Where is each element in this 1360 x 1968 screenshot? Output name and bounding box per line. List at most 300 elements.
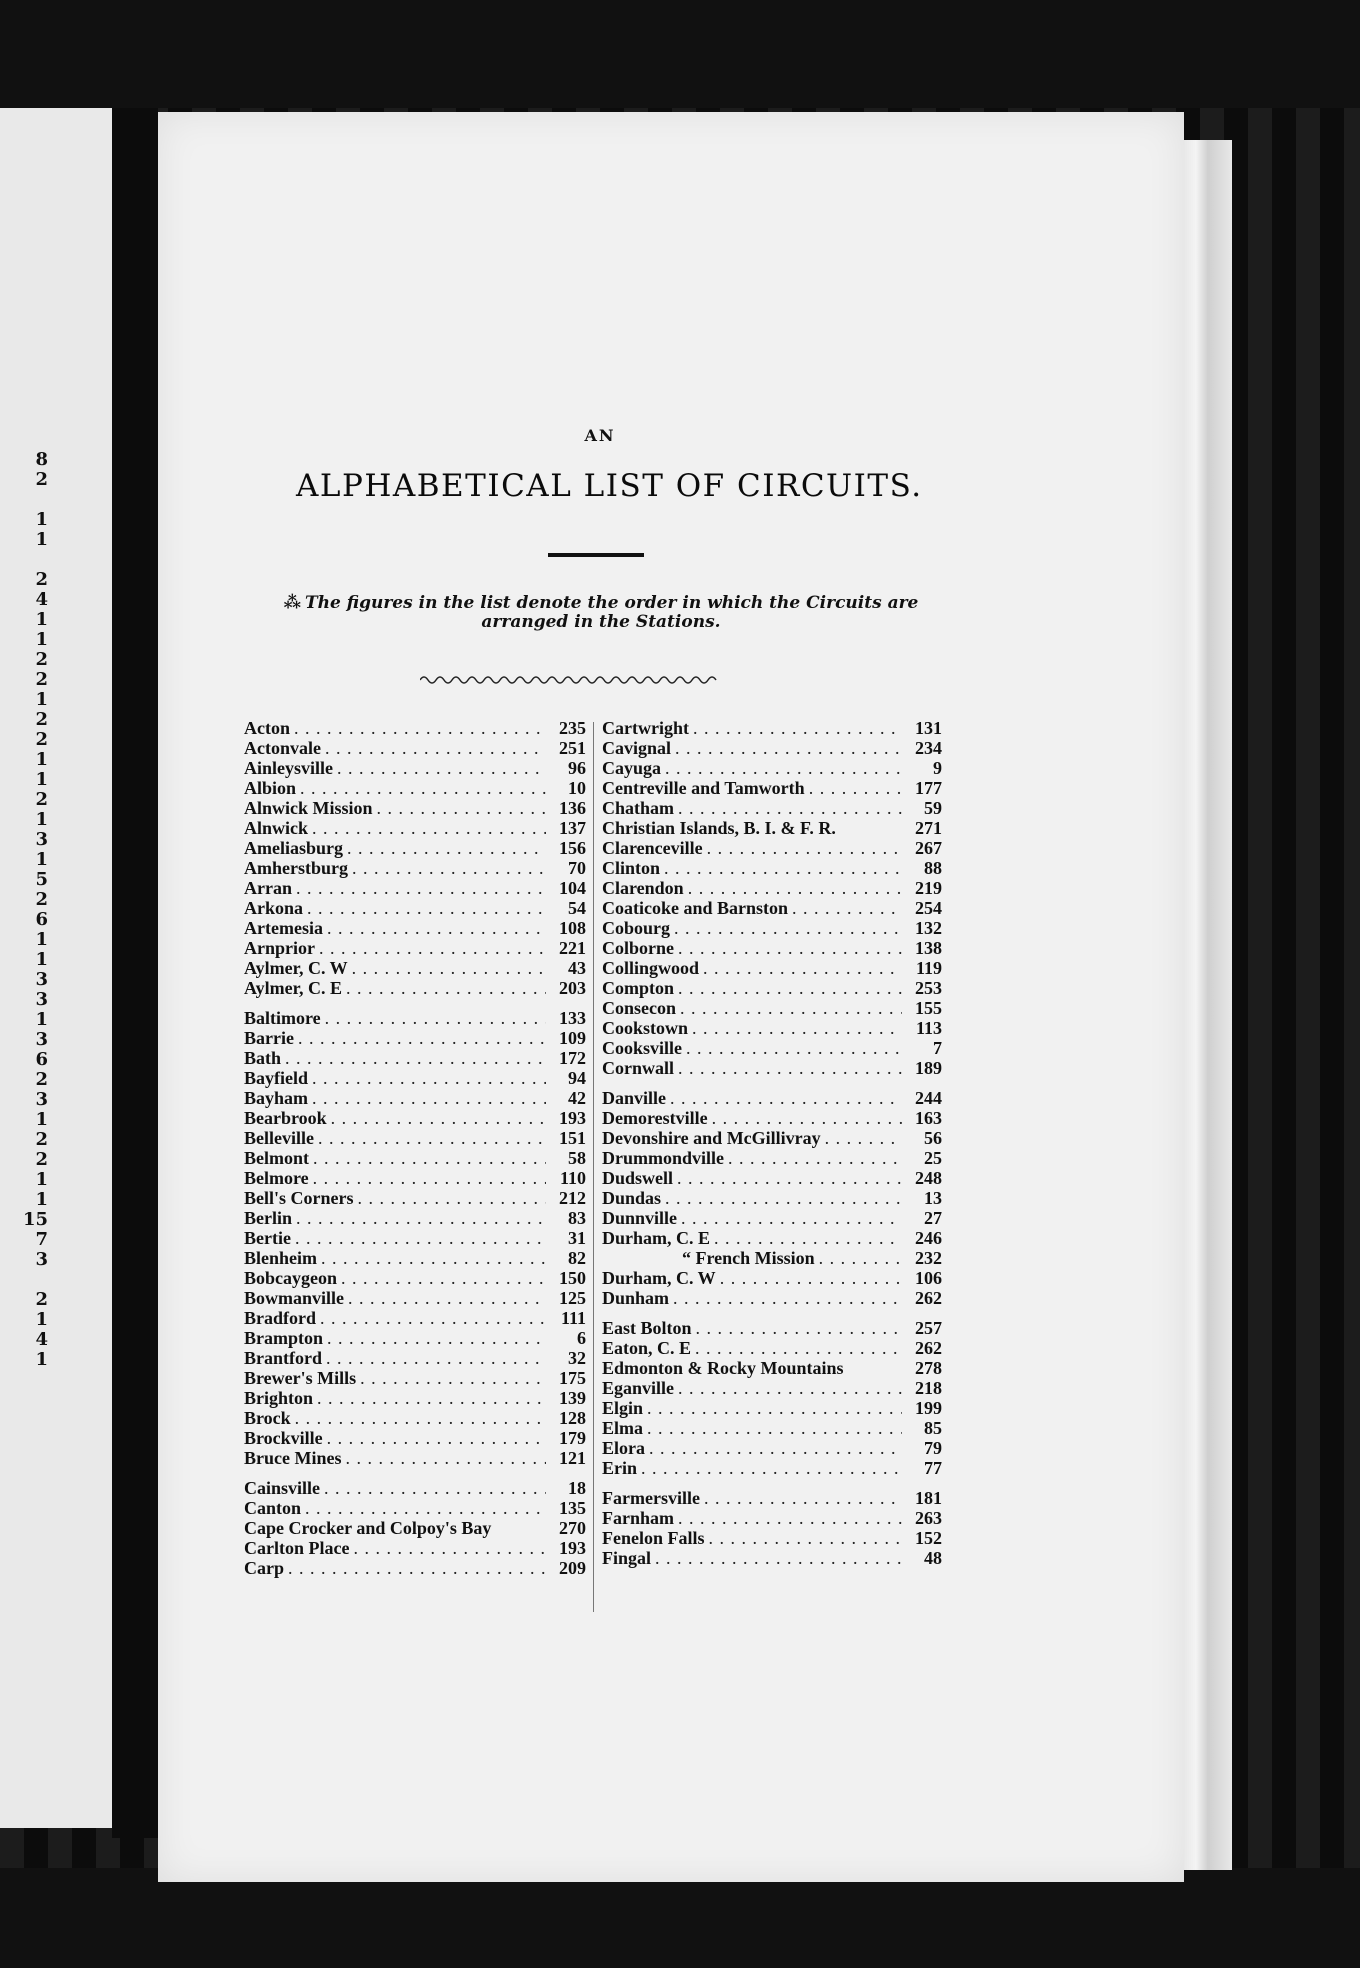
circuit-entry: [244, 1068, 586, 1088]
previous-page-number: [0, 850, 60, 870]
circuit-number: 209: [559, 1558, 586, 1578]
previous-page-number: [0, 1090, 60, 1110]
circuit-entry: [244, 898, 586, 918]
circuit-number: 163: [915, 1108, 942, 1128]
circuit-number: 85: [924, 1418, 942, 1438]
circuit-number: 257: [915, 1318, 942, 1338]
circuit-entry: [602, 798, 942, 818]
circuit-name: Colborne: [602, 938, 674, 958]
previous-page-number-value: 2: [35, 1289, 48, 1310]
circuit-name: Farmersville: [602, 1488, 700, 1508]
previous-page-number: [0, 570, 60, 590]
circuit-entry: [244, 1498, 586, 1518]
circuit-number: 59: [924, 798, 942, 818]
circuit-number: 267: [915, 838, 942, 858]
circuit-name: Eganville: [602, 1378, 675, 1398]
circuit-name: Artemesia: [244, 918, 323, 938]
circuit-name: Fenelon Falls: [602, 1528, 705, 1548]
circuit-name: Brighton: [244, 1388, 314, 1408]
previous-page-number: [0, 510, 60, 530]
circuit-number: 79: [924, 1438, 942, 1458]
circuit-name: Cartwright: [602, 718, 689, 738]
circuit-entry: [244, 1128, 586, 1148]
circuit-number: 106: [915, 1268, 942, 1288]
previous-page-number: [0, 1170, 60, 1190]
circuit-name: Cobourg: [602, 918, 671, 938]
previous-page-number: [0, 490, 60, 510]
circuit-name: Bayfield: [244, 1068, 309, 1088]
dot-leader: [346, 978, 546, 998]
circuit-number: 151: [559, 1128, 586, 1148]
circuit-entry: [602, 1268, 942, 1288]
circuit-name: Brampton: [244, 1328, 324, 1348]
previous-page-number-value: 1: [35, 849, 48, 870]
circuit-number: 70: [568, 858, 586, 878]
dot-leader: [352, 958, 546, 978]
circuit-entry: [602, 1018, 942, 1038]
dot-leader: [678, 798, 902, 818]
dot-leader: [688, 878, 902, 898]
dot-leader: [327, 1328, 546, 1348]
previous-page-number: [0, 1270, 60, 1290]
circuit-name: Cooksville: [602, 1038, 683, 1058]
circuit-entry: [602, 838, 942, 858]
previous-page-number-value: 1: [35, 1009, 48, 1030]
dot-leader: [664, 858, 902, 878]
previous-page-number-value: 1: [35, 949, 48, 970]
circuit-entry: [244, 1188, 586, 1208]
circuit-entry: [244, 1088, 586, 1108]
dot-leader: [347, 838, 546, 858]
circuit-name: Clarenceville: [602, 838, 703, 858]
circuit-name: Cainsville: [244, 1478, 321, 1498]
circuit-name: Brockville: [244, 1428, 323, 1448]
previous-page-number-value: 2: [35, 1069, 48, 1090]
circuit-entry: [602, 718, 942, 738]
dot-leader: [703, 958, 902, 978]
circuit-entry: [602, 878, 942, 898]
page-title: ALPHABETICAL LIST OF CIRCUITS.: [296, 468, 923, 504]
circuit-number: 189: [915, 1058, 942, 1078]
dot-leader: [298, 1028, 546, 1048]
previous-page-number: [0, 1230, 60, 1250]
dot-leader: [673, 1288, 902, 1308]
circuit-number: 54: [568, 898, 586, 918]
previous-page-number: [0, 1310, 60, 1330]
dot-leader: [678, 1378, 902, 1398]
dot-leader: [320, 1308, 546, 1328]
circuit-name: Arnprior: [244, 938, 315, 958]
dot-leader: [360, 1368, 546, 1388]
circuit-name: Collingwood: [602, 958, 700, 978]
circuit-entry: [244, 1518, 586, 1538]
previous-page-number-value: 2: [35, 669, 48, 690]
dot-leader: [647, 1418, 902, 1438]
circuit-name: Farnham: [602, 1508, 674, 1528]
circuit-name: Carlton Place: [244, 1538, 350, 1558]
previous-page-number: [0, 670, 60, 690]
circuit-entry: [602, 1528, 942, 1548]
circuit-number: 199: [915, 1398, 942, 1418]
dot-leader: [341, 1268, 546, 1288]
circuit-number: 177: [915, 778, 942, 798]
previous-page-number: [0, 1130, 60, 1150]
circuit-entry: [602, 1088, 942, 1108]
previous-page-number: [0, 910, 60, 930]
circuit-number: 9: [933, 758, 942, 778]
previous-page-number-value: 1: [35, 749, 48, 770]
circuit-name: Centreville and Tamworth: [602, 778, 805, 798]
circuit-entry: [602, 958, 942, 978]
circuit-number: 6: [577, 1328, 586, 1348]
circuit-number: 203: [559, 978, 586, 998]
circuit-entry: [244, 1428, 586, 1448]
circuit-number: 271: [915, 818, 942, 838]
dot-leader: [326, 1348, 546, 1368]
previous-page-number-value: 1: [35, 929, 48, 950]
circuit-entry: [244, 1388, 586, 1408]
previous-page-number: [0, 1030, 60, 1050]
circuit-number: 108: [559, 918, 586, 938]
circuit-number: 113: [915, 1018, 942, 1038]
circuit-name: Belmont: [244, 1148, 309, 1168]
circuit-name: Ainleysville: [244, 758, 333, 778]
dot-leader: [321, 1248, 546, 1268]
dot-leader: [358, 1188, 547, 1208]
circuit-entry: [602, 1458, 942, 1478]
previous-page-number: [0, 1290, 60, 1310]
section-gap: [244, 998, 586, 1008]
previous-page-number-value: 1: [35, 1109, 48, 1130]
previous-page-number: [0, 990, 60, 1010]
film-bottom-strip: [0, 1868, 1360, 1968]
circuit-name: Cookstown: [602, 1018, 689, 1038]
dot-leader: [377, 798, 546, 818]
previous-page-number-column: [0, 450, 60, 1370]
previous-page-number: [0, 1010, 60, 1030]
circuit-number: 137: [559, 818, 586, 838]
dot-leader: [678, 1058, 902, 1078]
previous-page-number-value: 3: [35, 1029, 48, 1050]
dot-leader: [307, 898, 546, 918]
dot-leader: [825, 1128, 902, 1148]
previous-page-number: [0, 1070, 60, 1090]
previous-page-number: [0, 450, 60, 470]
previous-page-number-value: 2: [35, 709, 48, 730]
circuit-entry: [602, 1508, 942, 1528]
previous-page-number: [0, 530, 60, 550]
dot-leader: [712, 1108, 902, 1128]
circuit-name: Bruce Mines: [244, 1448, 342, 1468]
circuit-entry: [244, 1048, 586, 1068]
circuit-number: 43: [568, 958, 586, 978]
dot-leader: [696, 1318, 902, 1338]
circuit-entry: [602, 778, 942, 798]
circuit-name: Consecon: [602, 998, 677, 1018]
circuit-number: 139: [559, 1388, 586, 1408]
circuit-entry: [602, 1148, 942, 1168]
dot-leader: [649, 1438, 902, 1458]
circuit-name: Elgin: [602, 1398, 644, 1418]
circuit-entry: [602, 1398, 942, 1418]
circuit-entry: [602, 1488, 942, 1508]
dot-leader: [680, 998, 902, 1018]
circuit-name: Compton: [602, 978, 675, 998]
dot-leader: [313, 1148, 546, 1168]
decorative-squiggle-rule: [420, 672, 720, 688]
circuit-entry: [244, 1308, 586, 1328]
circuit-entry: [602, 758, 942, 778]
heading-an: AN: [584, 426, 616, 445]
circuit-number: 254: [915, 898, 942, 918]
circuit-name: East Bolton: [602, 1318, 692, 1338]
previous-page-number: [0, 870, 60, 890]
dot-leader: [305, 1498, 546, 1518]
previous-page-number-value: 7: [35, 1229, 48, 1250]
circuit-name: Bertie: [244, 1228, 291, 1248]
circuit-name: Ameliasburg: [244, 838, 343, 858]
previous-page-number-value: 6: [35, 909, 48, 930]
circuit-name: Bath: [244, 1048, 282, 1068]
circuit-entry: [244, 718, 586, 738]
circuit-name: Clinton: [602, 858, 661, 878]
circuit-number: 221: [559, 938, 586, 958]
asterism-icon: ⁂: [283, 593, 299, 613]
dot-leader: [300, 778, 546, 798]
previous-page-number-value: 1: [35, 509, 48, 530]
circuit-entry: [602, 898, 942, 918]
circuit-number: 27: [924, 1208, 942, 1228]
previous-page-number: [0, 650, 60, 670]
circuit-entry: [602, 1128, 942, 1148]
circuit-entry: [602, 978, 942, 998]
circuit-entry: [602, 1438, 942, 1458]
dot-leader: [295, 1228, 546, 1248]
dot-leader: [337, 758, 546, 778]
circuit-number: 218: [915, 1378, 942, 1398]
circuit-name: Belmore: [244, 1168, 309, 1188]
previous-page-number: [0, 1110, 60, 1130]
dot-leader: [319, 938, 546, 958]
circuit-entry: [602, 1108, 942, 1128]
circuit-entry: [244, 818, 586, 838]
circuit-entry: [244, 758, 586, 778]
circuit-number: 138: [915, 938, 942, 958]
circuit-entry: [602, 1288, 942, 1308]
previous-page-number: [0, 1330, 60, 1350]
circuit-entry: [602, 858, 942, 878]
dot-leader: [681, 1208, 902, 1228]
circuit-number: 175: [559, 1368, 586, 1388]
dot-leader: [686, 1038, 902, 1058]
circuit-number: 232: [915, 1248, 942, 1268]
dot-leader: [678, 1508, 902, 1528]
previous-page-number: [0, 790, 60, 810]
circuit-name: Baltimore: [244, 1008, 321, 1028]
circuit-number: 235: [559, 718, 586, 738]
circuit-name: Durham, C. W: [602, 1268, 716, 1288]
circuit-number: 251: [559, 738, 586, 758]
circuit-name: Erin: [602, 1458, 638, 1478]
circuit-name: Dudswell: [602, 1168, 674, 1188]
dot-leader: [353, 1538, 546, 1558]
circuit-name: Coaticoke and Barnston: [602, 898, 789, 918]
previous-page-number-value: 2: [35, 649, 48, 670]
circuit-name: Fingal: [602, 1548, 652, 1568]
circuit-name: Arkona: [244, 898, 304, 918]
dot-leader: [670, 1088, 902, 1108]
circuit-number: 193: [559, 1108, 586, 1128]
dot-leader: [318, 1128, 546, 1148]
circuit-name: Albion: [244, 778, 297, 798]
circuit-number: 212: [559, 1188, 586, 1208]
circuit-name: Dunnville: [602, 1208, 678, 1228]
note-text: The figures in the list denote the order in which the Circuits are arranged in the Stations.: [305, 593, 919, 632]
previous-page-number: [0, 590, 60, 610]
previous-page-number-value: 1: [35, 629, 48, 650]
dot-leader: [693, 718, 902, 738]
circuit-number: 7: [933, 1038, 942, 1058]
circuit-entry: [602, 1168, 942, 1188]
circuit-number: 121: [559, 1448, 586, 1468]
circuit-name: “ French Mission: [682, 1248, 815, 1268]
previous-page-number: [0, 970, 60, 990]
circuit-number: 179: [559, 1428, 586, 1448]
circuit-name: Elora: [602, 1438, 645, 1458]
circuit-number: 25: [924, 1148, 942, 1168]
circuit-number: 31: [568, 1228, 586, 1248]
dot-leader: [709, 1528, 903, 1548]
previous-page-number-value: 2: [35, 889, 48, 910]
circuit-number: 244: [915, 1088, 942, 1108]
circuit-number: 263: [915, 1508, 942, 1528]
circuit-entry: [244, 858, 586, 878]
circuit-entry: [244, 1288, 586, 1308]
dot-leader: [331, 1108, 546, 1128]
circuit-entry: [244, 1558, 586, 1578]
dot-leader: [296, 878, 546, 898]
circuit-name: Bearbrook: [244, 1108, 327, 1128]
previous-page-number-value: 1: [35, 1349, 48, 1370]
dot-leader: [285, 1048, 546, 1068]
previous-page-number: [0, 1350, 60, 1370]
circuit-number: 125: [559, 1288, 586, 1308]
circuit-entry: [602, 1188, 942, 1208]
circuit-number: 219: [915, 878, 942, 898]
dot-leader: [312, 1068, 546, 1088]
previous-page-number: [0, 830, 60, 850]
circuit-number: 156: [559, 838, 586, 858]
dot-leader: [720, 1268, 902, 1288]
circuit-name: Aylmer, C. W: [244, 958, 348, 978]
previous-page-number-value: 3: [35, 969, 48, 990]
circuit-name: Brewer's Mills: [244, 1368, 357, 1388]
circuit-number: 83: [568, 1208, 586, 1228]
circuit-number: 150: [559, 1268, 586, 1288]
previous-page-number-value: 1: [35, 689, 48, 710]
previous-page-number: [0, 750, 60, 770]
circuit-entry: [602, 918, 942, 938]
previous-page-number: [0, 810, 60, 830]
circuit-name: Bayham: [244, 1088, 309, 1108]
circuit-entry: [244, 1538, 586, 1558]
dot-leader: [312, 1088, 546, 1108]
circuit-entry: [602, 1228, 942, 1248]
dot-leader: [312, 818, 546, 838]
circuit-number: 278: [915, 1358, 942, 1378]
circuit-number: 96: [568, 758, 586, 778]
circuit-number: 42: [568, 1088, 586, 1108]
circuit-name: Eaton, C. E: [602, 1338, 692, 1358]
circuit-entry: [244, 838, 586, 858]
dot-leader: [325, 1008, 546, 1028]
circuit-entry: [244, 738, 586, 758]
dot-leader: [674, 918, 902, 938]
circuit-name: Amherstburg: [244, 858, 348, 878]
circuit-name: Cape Crocker and Colpoy's Bay: [244, 1518, 492, 1538]
section-gap: [244, 1468, 586, 1478]
previous-page-number: [0, 1190, 60, 1210]
circuit-number: 18: [568, 1478, 586, 1498]
circuit-name: Dunham: [602, 1288, 670, 1308]
previous-page-number: [0, 690, 60, 710]
circuit-name: Bobcaygeon: [244, 1268, 338, 1288]
dot-leader: [325, 738, 546, 758]
previous-page-number-value: 1: [35, 1189, 48, 1210]
circuit-entry: [602, 938, 942, 958]
circuit-name: Clarendon: [602, 878, 684, 898]
previous-page-number-value: 2: [35, 569, 48, 590]
previous-page-number-value: 8: [35, 449, 48, 470]
circuit-number: 110: [559, 1168, 586, 1188]
circuit-entry: [602, 1248, 942, 1268]
circuit-name: Danville: [602, 1088, 667, 1108]
circuit-entry: [602, 1318, 942, 1338]
previous-page-number-value: 3: [35, 829, 48, 850]
circuit-name: Drummondville: [602, 1148, 725, 1168]
circuit-entry: [244, 778, 586, 798]
circuit-entry: [602, 1038, 942, 1058]
circuit-number: 248: [915, 1168, 942, 1188]
previous-page-number: [0, 550, 60, 570]
circuit-number: 128: [559, 1408, 586, 1428]
previous-page-number-value: 3: [35, 989, 48, 1010]
section-gap: [602, 1478, 942, 1488]
title-rule: [548, 553, 644, 557]
previous-page-number: [0, 1210, 60, 1230]
dot-leader: [327, 918, 546, 938]
circuit-number: 13: [924, 1188, 942, 1208]
circuit-entry: [244, 1028, 586, 1048]
circuit-entry: [602, 998, 942, 1018]
book-gutter: [112, 108, 158, 1838]
circuit-number: 58: [568, 1148, 586, 1168]
dot-leader: [678, 938, 902, 958]
circuit-name: Elma: [602, 1418, 644, 1438]
circuit-name: Edmonton & Rocky Mountains: [602, 1358, 844, 1378]
dot-leader: [327, 1428, 546, 1448]
dot-leader: [707, 838, 902, 858]
circuit-name: Berlin: [244, 1208, 292, 1228]
circuit-entry: [244, 938, 586, 958]
previous-page-number-value: 4: [35, 1329, 48, 1350]
circuit-number: 136: [559, 798, 586, 818]
circuit-number: 135: [559, 1498, 586, 1518]
circuit-entry: [244, 1478, 586, 1498]
circuit-number: 104: [559, 878, 586, 898]
circuit-name: Dundas: [602, 1188, 662, 1208]
circuit-number: 119: [915, 958, 942, 978]
